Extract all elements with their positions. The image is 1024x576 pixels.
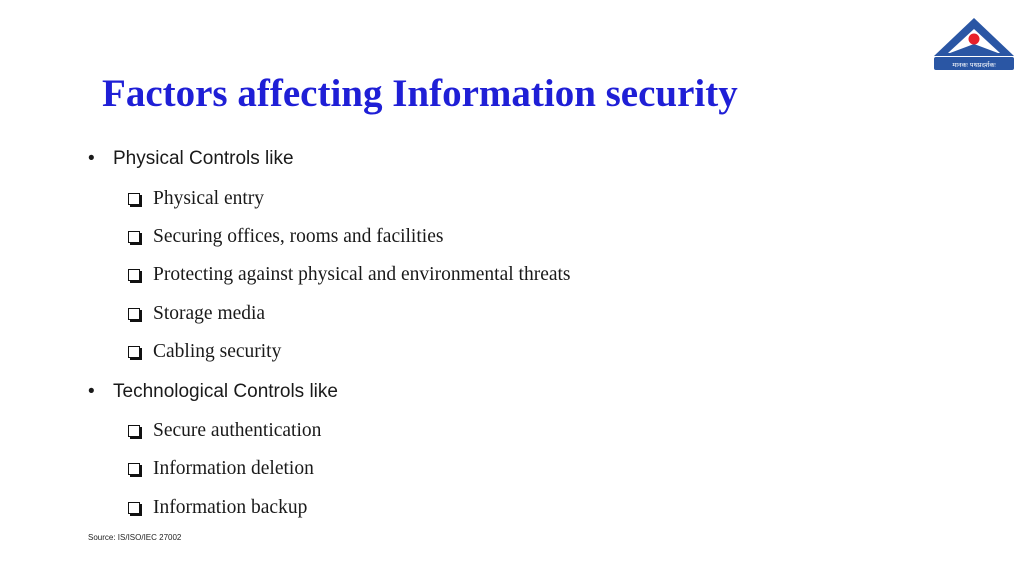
sub-item-text: Information backup [153,497,308,518]
checkbox-bullet-icon [128,502,140,514]
checkbox-bullet-icon [128,231,140,243]
bullet-text: Technological Controls like [113,381,338,402]
bullet-text: Physical Controls like [113,148,294,169]
sub-item [128,496,307,520]
bullet-dot: • [88,381,95,402]
sub-item-text: Securing offices, rooms and facilities [153,226,444,247]
source-citation: Source: IS/ISO/IEC 27002 [88,533,182,542]
sub-item-text: Storage media [153,303,266,324]
sub-item [128,263,571,287]
sub-item [128,340,281,364]
sub-item [128,419,321,443]
sub-item [128,187,264,211]
bullet-dot: • [88,148,95,169]
slide-title: Factors affecting Information security [102,72,738,115]
checkbox-bullet-icon [128,193,140,205]
sub-item [128,225,443,249]
checkbox-bullet-icon [128,308,140,320]
bullet-physical-controls [88,147,294,171]
sub-item [128,457,314,481]
logo-motto: मानकः पथप्रदर्शकः [952,61,996,69]
sub-item-text: Information deletion [153,458,314,479]
sub-item-text: Protecting against physical and environmental threats [153,264,571,285]
checkbox-bullet-icon [128,269,140,281]
checkbox-bullet-icon [128,425,140,437]
sub-item [128,302,265,326]
sub-item-text: Physical entry [153,188,265,209]
sub-item-text: Secure authentication [153,420,322,441]
checkbox-bullet-icon [128,463,140,475]
bullet-technological-controls [88,380,338,404]
sub-item-text: Cabling security [153,341,282,362]
bis-logo [930,14,1018,74]
checkbox-bullet-icon [128,346,140,358]
